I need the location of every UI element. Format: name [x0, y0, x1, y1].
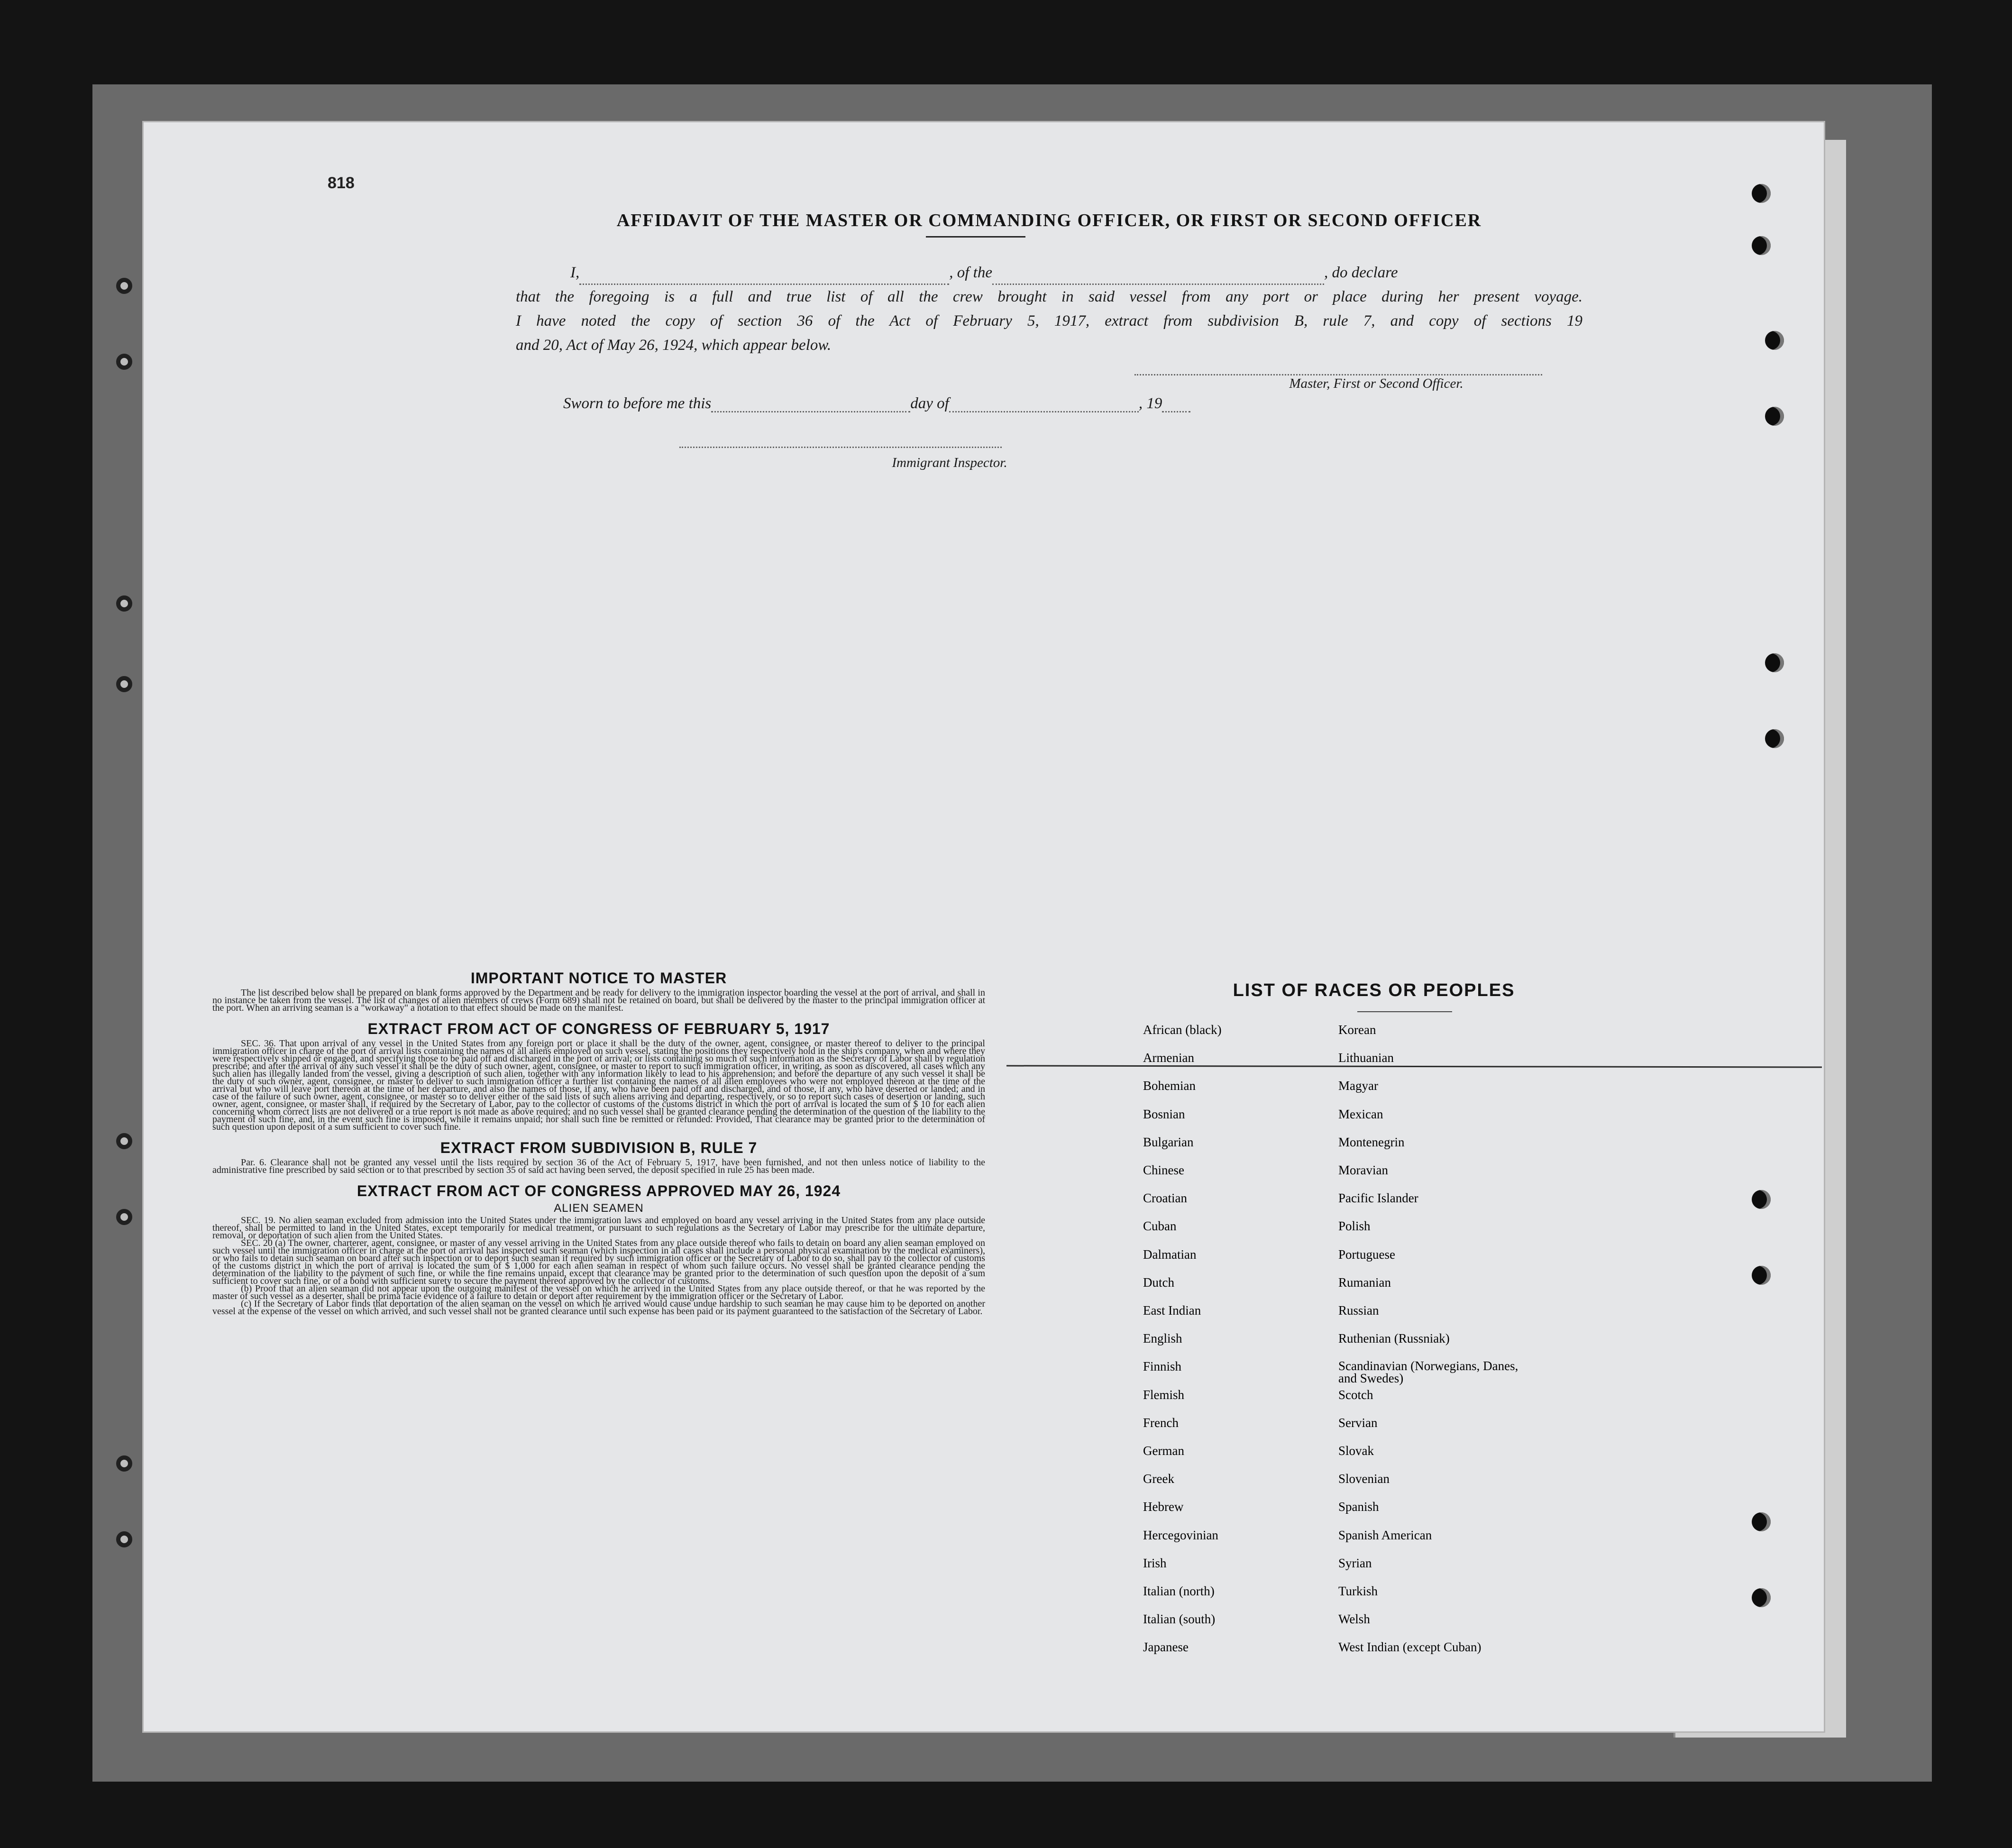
do-declare-text: , do declare — [1324, 264, 1398, 281]
affidavit-title: AFFIDAVIT OF THE MASTER OR COMMANDING OFFICER, OR FIRST OR SECOND OFFICER — [616, 210, 1482, 230]
affidavit-body — [516, 261, 1582, 357]
race-item: Scandinavian (Norwegians, Danes, and Swedes) — [1338, 1359, 1518, 1385]
declarant-name-field[interactable] — [579, 267, 949, 285]
legal-notices — [212, 970, 985, 1324]
inspector-signature-field[interactable] — [679, 445, 1002, 448]
binder-hole — [116, 1455, 132, 1472]
race-item: French — [1143, 1416, 1179, 1430]
extract-1924-title: EXTRACT FROM ACT OF CONGRESS APPROVED MAY 26, 1924 — [357, 1182, 841, 1199]
title-rule — [926, 236, 1025, 238]
sworn-line — [563, 395, 1190, 412]
stray-pen-line — [1006, 1065, 1822, 1068]
binder-hole — [116, 1531, 132, 1547]
sec-20a-text: SEC. 20 (a) The owner, charterer, agent, consignee, or master of any vessel arriving in the United States from any place outside thereof who fails to detain on board any alien seaman employed on such vessel until the immigration officer in charge at the port of arrival has inspected such seaman (which inspection in all cases shall include a personal physical examination by the medical examiners), or who fails to detain such seaman on board after such inspection or to deport such seaman if required by such immigration officer or the Secretary of Labor to do so, shall pay to the collector of customs of the customs district in which the port of arrival is located the sum of $ 1,000 for each alien seaman in respect of whom such failure occurs. No vessel shall be granted clearance pending the determination of the liability to the payment of such fine, or while the fine remains unpaid, except that clearance may be granted prior to the determination of such question upon the deposit of a sum sufficient to cover such fine, or of a bond with sufficient surety to secure the payment thereof approved by the collector of customs. — [212, 1238, 985, 1286]
binder-hole — [1752, 1266, 1771, 1285]
race-item: Irish — [1143, 1556, 1167, 1570]
binder-hole — [116, 354, 132, 370]
race-item: Flemish — [1143, 1388, 1185, 1402]
race-item: Japanese — [1143, 1640, 1189, 1654]
race-item: African (black) — [1143, 1023, 1222, 1037]
race-item: Syrian — [1338, 1556, 1372, 1570]
race-item: Moravian — [1338, 1163, 1388, 1177]
race-item: Korean — [1338, 1023, 1376, 1037]
race-item: German — [1143, 1444, 1184, 1458]
race-item: Ruthenian (Russniak) — [1338, 1331, 1450, 1345]
binder-hole — [1765, 407, 1784, 426]
binder-hole — [116, 1133, 132, 1149]
race-item: Polish — [1338, 1219, 1371, 1233]
race-item: Spanish American — [1338, 1528, 1432, 1542]
race-item: Slovak — [1338, 1444, 1374, 1458]
affidavit-line-2: that the foregoing is a full and true list of all the crew brought in said vessel from any port or place during her present voyage. — [516, 288, 1582, 305]
race-item: Rumanian — [1338, 1275, 1391, 1290]
binder-hole — [1752, 1190, 1771, 1209]
extract-1917-text: SEC. 36. That upon arrival of any vessel in the United States from any foreign port or place it shall be the duty of the owner, agent, consignee, or master thereof to deliver to the principal immigration officer in charge of the port of arrival lists containing the names of all aliens employed on such vessel, stating the positions they respectively hold in the ship's company, when and where they were respectively shipped or engaged, and specifying those to be paid off and discharged in the port of arrival; or lists containing so much of such information as the Secretary of Labor shall by regulation prescribe; and after the arrival of any such vessel it shall be the duty of such owner, agent, consignee, or master to report to such immigration officer, in writing, as soon as discovered, all cases which any such alien has illegally landed from the vessel, giving a description of such alien, together with any information likely to lead to his apprehension; and before the departure of any such vessel it shall be the duty of such owner, agent, consignee, or master to deliver to such immigration officer a further list containing the names of all alien employees who were not employed thereon at the time of the arrival but who will leave port thereon at the time of her departure, and also the names of those, if any, who have been paid off and discharged, and of those, if any, who have deserted or landed; and in case of the failure of such owner, agent, consignee, or master so to deliver either of the said lists of such aliens arriving and departing, respectively, or so to report such cases of desertion or landing, such owner, agent, consignee, or master shall, if required by the Secretary of Labor, pay to the collector of customs of the customs district in which the port of arrival is located the sum of $ 10 for each alien concerning whom correct lists are not delivered or a true report is not made as above required; and no such vessel shall be granted clearance pending the determination of the question of the liability to the payment of such fine, and, in the event such fine is imposed, while it remains unpaid; nor shall such fine be remitted or refunded: Provided, That clearance may be granted prior to the determination of such question upon deposit of a sum sufficient to cover such fine. — [212, 1038, 985, 1132]
race-item: Armenian — [1143, 1051, 1194, 1065]
affidavit-line-3: I have noted the copy of section 36 of the Act of February 5, 1917, extract from subdivision B, rule 7, and copy of sections 19 — [516, 312, 1582, 329]
race-item: Mexican — [1338, 1107, 1383, 1121]
race-item: Spanish — [1338, 1500, 1379, 1514]
sec-19-text: SEC. 19. No alien seaman excluded from admission into the United States under the immigration laws and employed on board any vessel arriving in the United States from any place outside thereof, shall be permitted to land in the United States, except temporarily for medical treatment, or pursuant to such regulations as the Secretary of Labor may prescribe for the ultimate departure, removal, or deportation of such alien from the United States. — [212, 1215, 985, 1241]
binder-hole — [116, 1209, 132, 1225]
master-signature-label: Master, First or Second Officer. — [1289, 376, 1463, 391]
race-item: Bosnian — [1143, 1107, 1185, 1121]
race-item: Finnish — [1143, 1359, 1182, 1373]
sec-20c-text: (c) If the Secretary of Labor finds that deportation of the alien seaman on the vessel on which he arrived would cause undue hardship to such seaman he may cause him to be deported on another vessel at the expense of the vessel on which arrived, and such vessel shall not be granted clearance until such expense has been paid or its payment guaranteed to the satisfaction of the Secretary of Labor. — [212, 1299, 985, 1317]
notice-block — [212, 970, 985, 1012]
extract-1917-title: EXTRACT FROM ACT OF CONGRESS OF FEBRUARY 5, 1917 — [367, 1020, 830, 1037]
race-item: Hercegovinian — [1143, 1528, 1218, 1542]
binder-hole — [1752, 236, 1771, 255]
binder-hole — [1765, 729, 1784, 748]
rule-7-title: EXTRACT FROM SUBDIVISION B, RULE 7 — [440, 1139, 758, 1156]
day-of-text: day of — [910, 395, 949, 412]
race-item: Bohemian — [1143, 1079, 1196, 1093]
alien-seamen-subtitle: ALIEN SEAMEN — [554, 1202, 644, 1215]
race-item: Slovenian — [1338, 1472, 1390, 1486]
declarant-line — [516, 261, 1582, 285]
rule-7-block — [212, 1139, 985, 1174]
race-item: Pacific Islander — [1338, 1191, 1418, 1205]
race-item: Scotch — [1338, 1388, 1373, 1402]
notice-title: IMPORTANT NOTICE TO MASTER — [470, 970, 727, 987]
binder-hole — [1765, 331, 1784, 350]
of-the-text: , of the — [949, 264, 992, 281]
binder-hole — [116, 676, 132, 692]
affidavit-line-4: and 20, Act of May 26, 1924, which appear below. — [516, 337, 832, 354]
extract-1917-block — [212, 1020, 985, 1131]
sworn-year-field[interactable] — [1162, 395, 1190, 412]
sworn-day-field[interactable] — [711, 395, 910, 412]
race-item: Italian (north) — [1143, 1584, 1215, 1598]
year-prefix: , 19 — [1138, 395, 1162, 412]
notice-text: The list described below shall be prepared on blank forms approved by the Department and be ready for delivery to the immigration inspector boarding the vessel at the port of arrival, and shall in no instance be taken from the vessel. The list of changes of alien members of crews (Form 689) shall not be retained on board, but shall be delivered by the master to the principal immigration officer at the port. When an arriving seaman is a "workaway" a notation to that effect should be made on the manifest. — [212, 988, 985, 1013]
race-item: Servian — [1338, 1416, 1378, 1430]
race-item: Greek — [1143, 1472, 1174, 1486]
binder-hole — [1752, 1588, 1771, 1607]
races-title: LIST OF RACES OR PEOPLES — [1233, 980, 1515, 1000]
sec-20b-text: (b) Proof that an alien seaman did not appear upon the outgoing manifest of the vessel on which he arrived in the United States from any place outside thereof, or that he was reported by the master of such vessel as a deserter, shall be prima facie evidence of a failure to detain or deport after requirement by the immigration officer or the Secretary of Labor. — [212, 1283, 985, 1301]
race-item: English — [1143, 1331, 1182, 1345]
race-item: Croatian — [1143, 1191, 1187, 1205]
binder-hole — [1765, 653, 1784, 672]
race-item: Hebrew — [1143, 1500, 1184, 1514]
vessel-name-field[interactable] — [992, 267, 1324, 285]
race-item: Welsh — [1338, 1612, 1370, 1626]
binder-hole — [116, 278, 132, 294]
race-item: Italian (south) — [1143, 1612, 1216, 1626]
binder-hole — [1752, 184, 1771, 203]
master-signature-field[interactable] — [1134, 372, 1542, 375]
binder-hole — [1752, 1512, 1771, 1531]
race-item: Turkish — [1338, 1584, 1378, 1598]
race-item: Lithuanian — [1338, 1051, 1394, 1065]
race-item: Russian — [1338, 1303, 1379, 1317]
race-item: Cuban — [1143, 1219, 1177, 1233]
races-rule — [1357, 1011, 1452, 1012]
race-item: West Indian (except Cuban) — [1338, 1640, 1482, 1654]
sworn-text: Sworn to before me this — [563, 395, 712, 412]
extract-1924-block — [212, 1182, 985, 1315]
binder-hole — [116, 595, 132, 612]
race-item: Bulgarian — [1143, 1135, 1194, 1149]
page-number: 818 — [328, 174, 355, 192]
race-item: Montenegrin — [1338, 1135, 1405, 1149]
race-item: Dalmatian — [1143, 1247, 1197, 1262]
race-item: East Indian — [1143, 1303, 1201, 1317]
race-item: Portuguese — [1338, 1247, 1395, 1262]
race-item: Magyar — [1338, 1079, 1378, 1093]
race-item: Dutch — [1143, 1275, 1174, 1290]
declarant-prefix: I, — [570, 264, 580, 281]
race-item: Chinese — [1143, 1163, 1184, 1177]
rule-7-text: Par. 6. Clearance shall not be granted any vessel until the lists required by section 36 of the Act of February 5, 1917, have been furnished, and not then unless notice of liability to the administrative fine prescribed by said section or to that prescribed by section 35 of said act having been served, the deposit specified in rule 25 has been made. — [212, 1157, 985, 1175]
sworn-month-field[interactable] — [949, 395, 1139, 412]
inspector-signature-label: Immigrant Inspector. — [892, 455, 1007, 470]
manifest-page — [142, 121, 1825, 1733]
